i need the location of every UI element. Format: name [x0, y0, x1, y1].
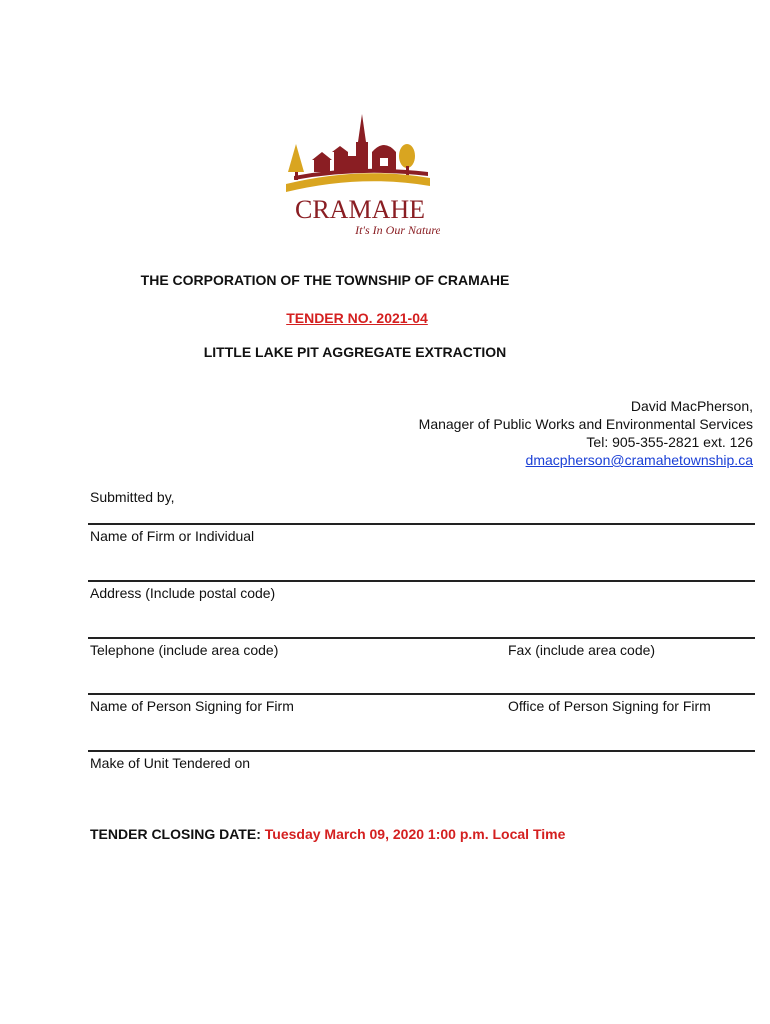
closing-label: TENDER CLOSING DATE:: [90, 826, 261, 842]
closing-value: Tuesday March 09, 2020 1:00 p.m. Local Time: [264, 826, 566, 842]
telephone-label: Telephone (include area code): [90, 642, 279, 658]
contact-telephone: Tel: 905-355-2821 ext. 126: [586, 434, 753, 450]
signer-office-label: Office of Person Signing for Firm: [508, 698, 711, 714]
project-title: LITTLE LAKE PIT AGGREGATE EXTRACTION: [203, 344, 507, 360]
contact-email-link[interactable]: dmacpherson@cramahetownship.ca: [525, 452, 753, 468]
tender-closing-date: [90, 826, 565, 842]
address-line[interactable]: [88, 580, 755, 582]
tender-number: TENDER NO. 2021-04: [286, 310, 428, 326]
signer-line[interactable]: [88, 693, 755, 695]
submitted-by-label: Submitted by,: [90, 489, 175, 505]
unit-label: Make of Unit Tendered on: [90, 755, 251, 771]
firm-name-line[interactable]: [88, 523, 755, 525]
telephone-fax-line[interactable]: [88, 637, 755, 639]
unit-line[interactable]: [88, 750, 755, 752]
contact-name: David MacPherson,: [630, 398, 753, 414]
fax-label: Fax (include area code): [508, 642, 656, 658]
signer-name-label: Name of Person Signing for Firm: [90, 698, 294, 714]
contact-role: Manager of Public Works and Environmental Services: [418, 416, 753, 432]
corporation-title: THE CORPORATION OF THE TOWNSHIP OF CRAMAHE: [140, 272, 510, 288]
address-label: Address (Include postal code): [90, 585, 276, 601]
cramahe-logo: [280, 108, 440, 236]
logo-tagline: It's In Our Nature: [355, 223, 440, 236]
tree-icon: [288, 144, 304, 180]
logo-wordmark: CRAMAHE: [294, 195, 426, 224]
firm-name-label: Name of Firm or Individual: [90, 528, 255, 544]
